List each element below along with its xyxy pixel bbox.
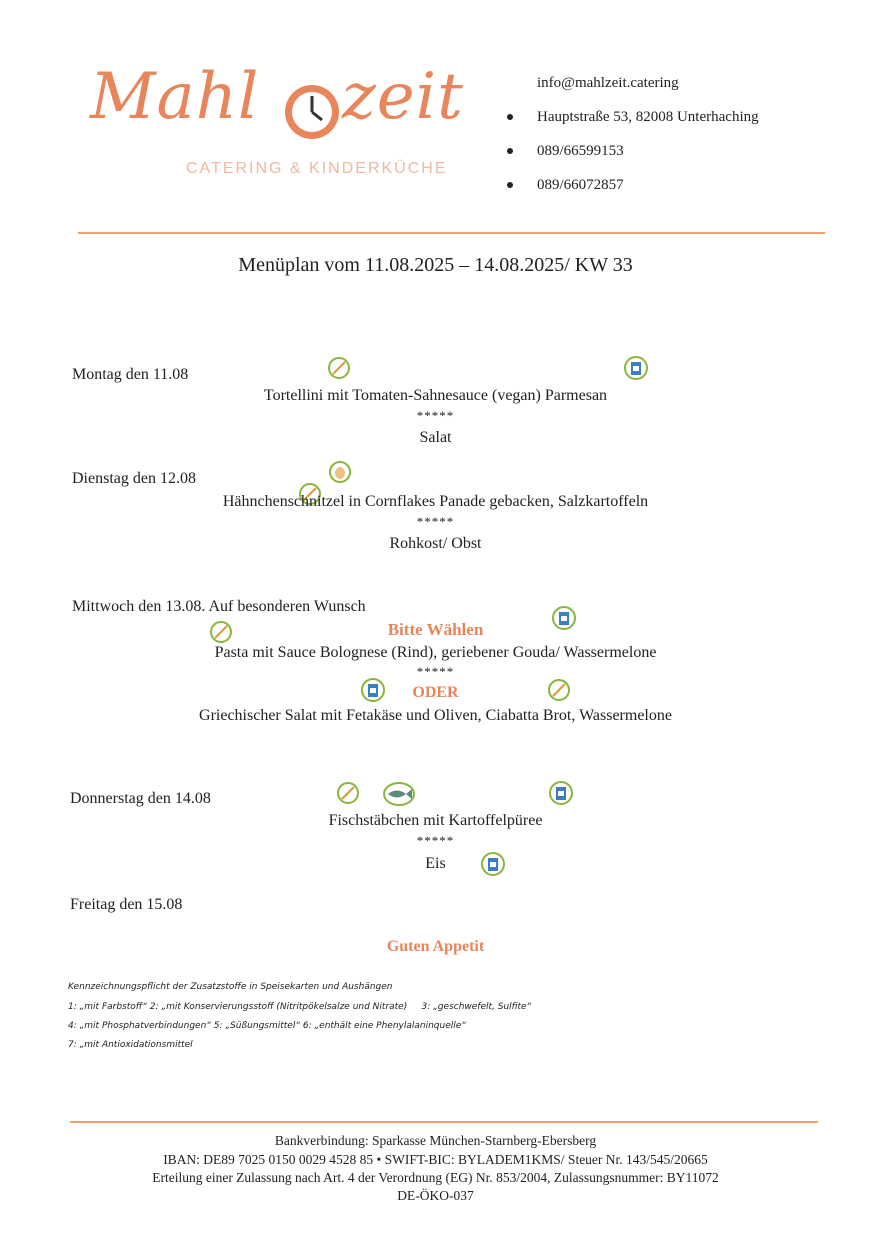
additives-line-2: 4: „mit Phosphatverbindungen“ 5: „Süßungsmittel“ 6: „enthält eine Phenylalaninquelle“ (68, 1021, 466, 1031)
closing-greeting: Guten Appetit (386, 938, 485, 955)
bullet (507, 114, 513, 120)
contact-phone-1[interactable]: 089/66599153 (537, 143, 624, 159)
day-label-wednesday: Mittwoch den 13.08. Auf besonderen Wunsch (72, 598, 366, 615)
footer-divider (70, 1121, 818, 1123)
menu-title: Menüplan vom 11.08.2025 – 14.08.2025/ KW 33 (238, 254, 633, 276)
contact-phone-2[interactable]: 089/66072857 (537, 177, 624, 193)
day-label-thursday: Donnerstag den 14.08 (70, 790, 211, 807)
tuesday-side: Rohkost/ Obst (389, 535, 482, 552)
wednesday-stars: ***** (416, 664, 455, 679)
contact-address: Hauptstraße 53, 82008 Unterhaching (537, 109, 759, 125)
day-label-monday: Montag den 11.08 (72, 366, 189, 383)
logo-subtitle: CATERING & KINDERKÜCHE (186, 160, 448, 177)
wednesday-dish-1: Pasta mit Sauce Bolognese (Rind), geriebener Gouda/ Wassermelone (214, 644, 657, 661)
fish-icon (382, 781, 416, 807)
contact-email[interactable]: info@mahlzeit.catering (537, 75, 679, 91)
wheat-icon (336, 781, 360, 805)
monday-dish: Tortellini mit Tomaten-Sahnesauce (vegan) Parmesan (263, 387, 608, 404)
bullet (507, 182, 513, 188)
monday-side: Salat (419, 429, 452, 446)
thursday-stars: ***** (416, 833, 455, 848)
milk-icon (549, 781, 573, 805)
logo (80, 60, 464, 190)
wheat-icon (327, 356, 351, 380)
oder-label: ODER (412, 684, 459, 701)
logo-word-right: zeit (342, 60, 464, 134)
additives-line-3: 7: „mit Antioxidationsmittel (68, 1040, 193, 1050)
tuesday-dish: Hähnchenschnitzel in Cornflakes Panade gebacken, Salzkartoffeln (222, 493, 649, 510)
additives-line-1: 1: „mit Farbstoff“ 2: „mit Konservierungsstoff (Nitritpökelsalze und Nitrate) 3: „geschwefelt, Sulfite“ (68, 1002, 532, 1012)
thursday-side: Eis (425, 855, 446, 872)
day-label-tuesday: Dienstag den 12.08 (72, 470, 196, 487)
tuesday-stars: ***** (416, 514, 455, 529)
day-label-friday: Freitag den 15.08 (70, 896, 183, 913)
footer-iban: IBAN: DE89 7025 0150 0029 4528 85 • SWIFT-BIC: BYLADEM1KMS/ Steuer Nr. 143/545/20665 (163, 1152, 708, 1167)
milk-icon (481, 852, 505, 876)
milk-icon (624, 356, 648, 380)
additives-heading: Kennzeichnungspflicht der Zusatzstoffe in Speisekarten und Aushängen (68, 982, 393, 992)
header-divider (78, 232, 825, 234)
bullet (507, 148, 513, 154)
clock-icon (282, 82, 342, 142)
footer-bank: Bankverbindung: Sparkasse München-Starnberg-Ebersberg (274, 1133, 597, 1148)
choose-heading: Bitte Wählen (387, 620, 484, 639)
wednesday-dish-2: Griechischer Salat mit Fetakäse und Oliven, Ciabatta Brot, Wassermelone (199, 707, 672, 724)
footer-eco-code: DE-ÖKO-037 (397, 1188, 474, 1203)
logo-word-left: Mahl (90, 60, 260, 134)
footer-approval: Erteilung einer Zulassung nach Art. 4 der Verordnung (EG) Nr. 853/2004, Zulassungsnummer: BY11072 (152, 1170, 719, 1185)
egg-icon (328, 460, 352, 484)
monday-stars: ***** (416, 408, 455, 423)
thursday-dish: Fischstäbchen mit Kartoffelpüree (328, 812, 543, 829)
